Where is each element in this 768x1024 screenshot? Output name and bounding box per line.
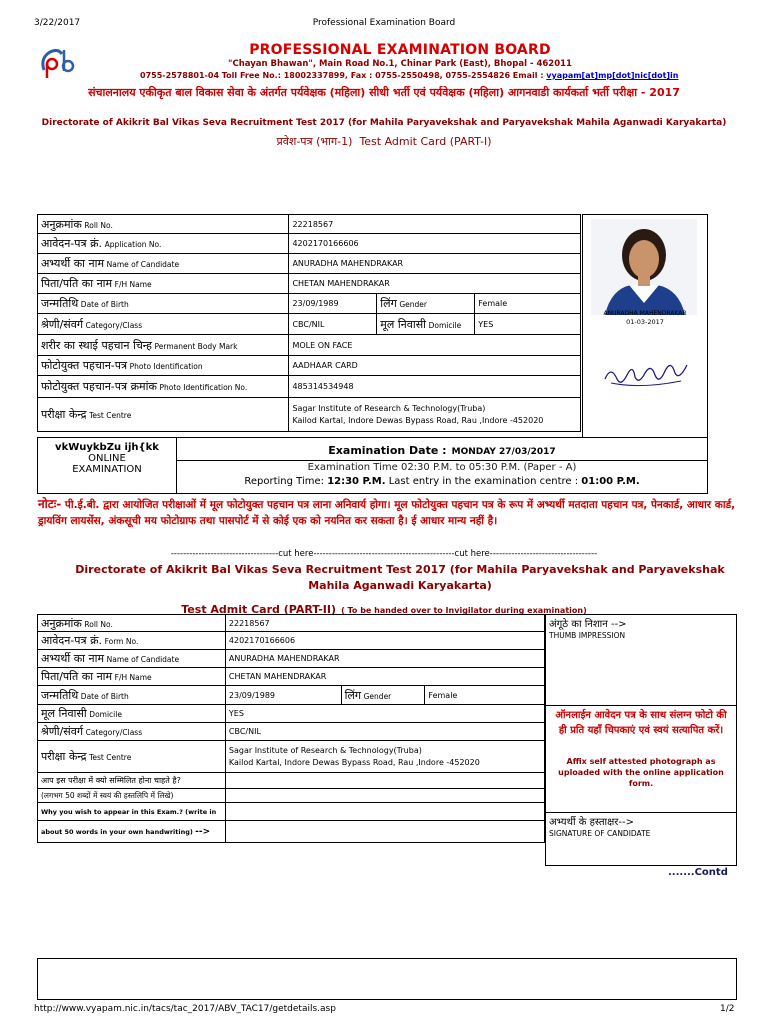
table-row: श्रेणी/संवर्ग Category/Class CBC/NIL मूल निवासी Domicile YES — [38, 314, 581, 335]
thumb-hindi: अंगूठे का निशान --> — [549, 619, 627, 630]
table-row: जन्मतिथि Date of Birth 23/09/1989 लिंग Gender Female — [38, 294, 581, 314]
table-row: आवेदन-पत्र क्रं. Application No. 4202170166606 — [38, 234, 581, 254]
table-row: पिता/पति का नाम F/H Name CHETAN MAHENDRAKAR — [38, 274, 581, 294]
p2-dob-value: 23/09/1989 — [225, 686, 341, 705]
p2-candidate-name-value: ANURADHA MAHENDRAKAR — [225, 650, 544, 668]
exam-mode-examination: EXAMINATION — [72, 464, 142, 475]
table-row — [38, 821, 545, 843]
photo-caption-date: 01-03-2017 — [626, 318, 664, 326]
p2-gender-value: Female — [425, 686, 545, 705]
thumb-impression-box — [545, 614, 737, 706]
signature-box — [545, 812, 737, 866]
domicile-value: YES — [475, 314, 581, 335]
print-date: 3/22/2017 — [34, 18, 81, 28]
part1-card-title: प्रवेश-पत्र (भाग-1) Test Admit Card (PART-I) — [276, 135, 492, 148]
table-row: श्रेणी/संवर्ग Category/Class CBC/NIL — [38, 723, 545, 741]
category-value: CBC/NIL — [289, 314, 377, 335]
why-eng-line1: Why you wish to appear in this Exam.? (write in — [38, 803, 226, 821]
table-row: शरीर का स्थाई पहचान चिन्ह Permanent Body Mark MOLE ON FACE — [38, 335, 581, 356]
exam-time: Examination Time 02:30 P.M. to 05:30 P.M. (Paper - A) — [307, 462, 577, 473]
table-row: पिता/पति का नाम F/H Name CHETAN MAHENDRAKAR — [38, 668, 545, 686]
exam-mode-online: ONLINE — [88, 453, 126, 464]
exam-info-box — [37, 437, 708, 494]
why-hindi-line2: (लगभग 50 शब्दों में स्वयं की हस्तलिपि में लिखे) — [38, 789, 226, 803]
dob-value: 23/09/1989 — [289, 294, 377, 314]
table-row: अनुक्रमांक Roll No. 22218567 — [38, 215, 581, 234]
part2-title-line1: Directorate of Akikrit Bal Vikas Seva Recruitment Test 2017 (for Mahila Paryavekshak and Paryavekshak — [75, 563, 725, 576]
p2-fh-name-value: CHETAN MAHENDRAKAR — [225, 668, 544, 686]
candidate-name-value: ANURADHA MAHENDRAKAR — [289, 254, 581, 274]
photo-id-value: AADHAAR CARD — [289, 356, 581, 376]
exam-date-cell: Examination Date : MONDAY 27/03/2017 — [177, 438, 707, 461]
table-row — [38, 803, 545, 821]
test-centre-value: Sagar Institute of Research & Technology(Truba) Kailod Kartal, Indore Dewas Bypass Road, Rau ,Indore -452020 — [289, 398, 581, 432]
reporting-time: Reporting Time: 12:30 P.M. Last entry in the examination centre : 01:00 P.M. — [244, 476, 640, 487]
bottom-box — [37, 958, 737, 1000]
note-text: नोटः- पी.ई.बी. द्वारा आयोजित परीक्षाओं में मूल फोटोयुक्त पहचान पत्र लाना अनिवार्य होगा। मूल फोटोयुक्त पहचान पत्र के रूप में अभ्यर्थी मतदाता पहचान पत्र, पेनकार्ड, आधार कार्ड, ड्रायविंग लायसेंस, अंकसूची मय फोटोग्राफ तथा पासपोर्ट में से कोई एक को नयनित कर सकता है। ई आधार मान्य नहीं है। — [38, 497, 736, 527]
board-contact: 0755-2578801-04 Toll Free No.: 18002337899, Fax : 0755-2550498, 0755-2554826 Email : vyapam[at]mp[dot]nic[dot]in — [140, 71, 679, 80]
photo-signature-box — [582, 214, 708, 438]
photo-caption-name: ANURADHA MAHENDRAKAR — [603, 310, 687, 317]
gender-value: Female — [475, 294, 581, 314]
exam-mode-cell — [38, 438, 177, 493]
board-address: "Chayan Bhawan", Main Road No.1, Chinar Park (East), Bhopal - 462011 — [228, 59, 572, 69]
affix-photo-hindi: ऑनलाईन आवेदन पत्र के साथ संलग्न फोटो की ही प्रति यहाँ चिपकाएं एवं स्वयं सत्यापित करें। — [555, 710, 727, 736]
table-row: फोटोयुक्त पहचान-पत्र क्रमांक Photo Identification No. 485314534948 — [38, 376, 581, 398]
cut-line: -----------------------------------cut here----------------------------------------------cut here----------------------------------- — [170, 549, 598, 559]
affix-photo-eng: Affix self attested photograph as uploaded with the online application form. — [558, 757, 724, 788]
body-mark-value: MOLE ON FACE — [289, 335, 581, 356]
table-row: परीक्षा केन्द्र Test Centre Sagar Institute of Research & Technology(Truba) Kailod Kartal, Indore Dewas Bypass Road, Rau ,Indore -452020 — [38, 398, 581, 432]
table-row: अनुक्रमांक Roll No. 22218567 — [38, 615, 545, 632]
hindi-title: संचालनालय एकीकृत बाल विकास सेवा के अंतर्गत पर्यवेक्षक (महिला) सीधी भर्ती एवं पर्यवेक्षक (महिला) आगनवाडी कार्यकर्ता भर्ती परीक्षा - 2017 — [88, 86, 680, 99]
thumb-eng: THUMB IMPRESSION — [549, 631, 626, 640]
board-title: PROFESSIONAL EXAMINATION BOARD — [249, 42, 551, 58]
sign-eng: SIGNATURE OF CANDIDATE — [549, 829, 651, 838]
why-hindi-line1: आप इस परीक्षा में क्यो सम्मिलित होना चाहते है? — [38, 773, 226, 789]
candidate-photo — [591, 219, 697, 315]
fh-name-value: CHETAN MAHENDRAKAR — [289, 274, 581, 294]
contd-text: .......Contd — [668, 867, 728, 878]
print-page-number: 1/2 — [720, 1004, 735, 1014]
exam-date-value: MONDAY 27/03/2017 — [451, 447, 556, 457]
p2-form-no-value: 4202170166606 — [225, 632, 544, 650]
print-page-title: Professional Examination Board — [312, 18, 456, 28]
table-row: जन्मतिथि Date of Birth 23/09/1989 लिंग Gender Female — [38, 686, 545, 705]
part2-table — [37, 614, 545, 843]
table-row: मूल निवासी Domicile YES — [38, 705, 545, 723]
table-row: अभ्यर्थी का नाम Name of Candidate ANURADHA MAHENDRAKAR — [38, 650, 545, 668]
photo-id-no-value: 485314534948 — [289, 376, 581, 398]
application-no-value: 4202170166606 — [289, 234, 581, 254]
signature-image — [601, 345, 693, 395]
part1-table — [37, 214, 581, 432]
part2-card-title: Test Admit Card (PART-II) ( To be handed over to Invigilator during examination) — [181, 603, 587, 616]
why-eng-line2: about 50 words in your own handwriting) --> — [38, 821, 226, 843]
table-row — [38, 773, 545, 789]
p2-domicile-value: YES — [225, 705, 544, 723]
p2-roll-no-value: 22218567 — [225, 615, 544, 632]
roll-no-value: 22218567 — [289, 215, 581, 234]
affix-photo-box — [545, 704, 737, 812]
email-link[interactable]: vyapam[at]mp[dot]nic[dot]in — [546, 71, 679, 80]
print-url[interactable]: http://www.vyapam.nic.in/tacs/tac_2017/ABV_TAC17/getdetails.asp — [34, 1004, 336, 1014]
table-row: फोटोयुक्त पहचान-पत्र Photo Identification AADHAAR CARD — [38, 356, 581, 376]
p2-category-value: CBC/NIL — [225, 723, 544, 741]
english-title: Directorate of Akikrit Bal Vikas Seva Recruitment Test 2017 (for Mahila Paryavekshak and Paryavekshak Mahila Aganwadi Karyakarta) — [41, 118, 727, 128]
sign-hindi: अभ्यर्थी के हस्ताक्षर--> — [549, 817, 634, 828]
exam-mode-hindi: vkWuykbZu ijh{kk — [55, 442, 159, 453]
p2-test-centre-value: Sagar Institute of Research & Technology(Truba) Kailod Kartal, Indore Dewas Bypass Road, Rau ,Indore -452020 — [225, 741, 544, 773]
table-row: आवेदन-पत्र क्रं. Form No. 4202170166606 — [38, 632, 545, 650]
part2-title-line2: Mahila Aganwadi Karyakarta) — [308, 579, 492, 592]
table-row: परीक्षा केन्द्र Test Centre Sagar Institute of Research & Technology(Truba) Kailod Kartal, Indore Dewas Bypass Road, Rau ,Indore -452020 — [38, 741, 545, 773]
table-row: अभ्यर्थी का नाम Name of Candidate ANURADHA MAHENDRAKAR — [38, 254, 581, 274]
table-row — [38, 789, 545, 803]
